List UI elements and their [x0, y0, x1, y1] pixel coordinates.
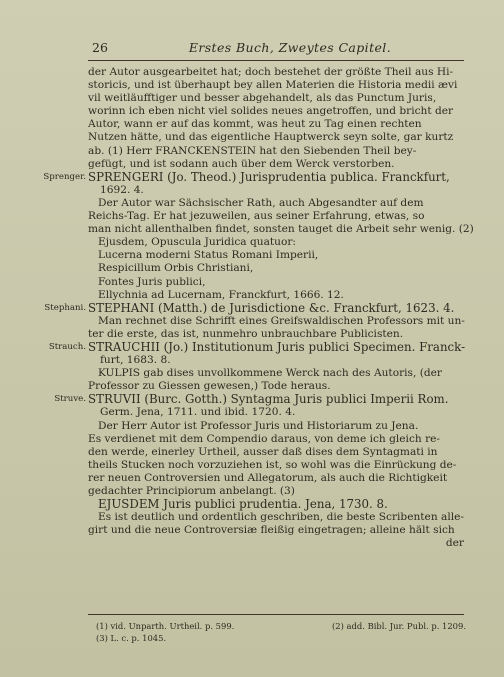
line-text: 1692. 4.	[100, 183, 144, 196]
text-line	[88, 210, 464, 223]
footnote-rule	[88, 614, 464, 615]
margin-note: Sprenger.	[43, 171, 86, 182]
running-head	[92, 40, 462, 55]
line-text: Der Autor war Sächsischer Rath, auch Abgesandter auf dem	[98, 196, 424, 209]
line-text: SPRENGERI (Jo. Theod.) Jurisprudentia publica. Franckfurt,	[88, 169, 450, 184]
text-line	[44, 300, 464, 315]
line-text: rer neuen Controversien und Allegatorum, als auch die Richtigkeit	[88, 471, 448, 484]
text-line	[88, 537, 464, 550]
text-line	[88, 367, 464, 380]
text-line	[88, 315, 464, 328]
footnote-1: (1) vid. Unparth. Urtheil. p. 599.	[96, 621, 235, 631]
text-line	[88, 262, 464, 275]
line-text: Es verdienet mit dem Compendio daraus, von deme ich gleich re-	[88, 432, 440, 445]
line-text: worinn ich eben nicht viel solides neues angetroffen, und bricht der	[88, 105, 454, 118]
text-line	[88, 498, 464, 511]
line-text: vil weitläufftiger und besser abgehandelt, als das Punctum Juris,	[88, 92, 437, 105]
text-line	[88, 276, 464, 289]
line-text: Der Herr Autor ist Professor Juris und Historiarum zu Jena.	[98, 419, 419, 432]
text-line	[88, 433, 464, 446]
page-number: 26	[92, 40, 108, 55]
text-line	[43, 169, 464, 184]
line-text: Respicillum Orbis Christiani,	[98, 262, 254, 275]
line-text: man nicht allenthalben findet, sonsten tauget die Arbeit sehr wenig. (2)	[88, 223, 474, 236]
line-text: STEPHANI (Matth.) de Jurisdictione &c. Franckfurt, 1623. 4.	[88, 300, 455, 315]
text-line	[88, 472, 464, 485]
footnotes	[96, 620, 466, 644]
footnote-2: (2) add. Bibl. Jur. Publ. p. 1209.	[332, 621, 466, 631]
line-text: Autor, wann er auf das kommt, was heut zu Tag einen rechten	[88, 118, 422, 131]
text-line	[88, 223, 474, 236]
text-line	[88, 524, 464, 537]
text-line	[88, 236, 464, 249]
line-text: der	[445, 537, 464, 550]
margin-note: Strauch.	[48, 341, 86, 352]
line-text: furt, 1683. 8.	[100, 354, 171, 367]
text-line	[88, 249, 464, 262]
text-line	[88, 92, 464, 105]
text-line	[48, 339, 466, 354]
line-text: Ejusdem, Opuscula Juridica quatuor:	[98, 236, 296, 249]
line-text: Reichs-Tag. Er hat jezuweilen, aus seiner Erfahrung, etwas, so	[88, 210, 425, 223]
text-line	[88, 118, 464, 131]
margin-note: Struve.	[54, 394, 86, 405]
text-line	[88, 459, 464, 472]
line-text: KULPIS gab dises unvollkommene Werck nach des Autoris, (der	[98, 367, 442, 380]
text-line	[88, 66, 464, 79]
text-line	[54, 392, 464, 407]
text-line	[88, 105, 464, 118]
line-text: Man rechnet dise Schrifft eines Greifswaldischen Professors mit un-	[98, 314, 465, 327]
margin-note: Stephani.	[44, 302, 86, 313]
footnote-3: (3) L. c. p. 1045.	[96, 633, 167, 643]
line-text: theils Stucken noch vorzuziehen ist, so wohl was die Einrückung de-	[88, 458, 457, 471]
line-text: storicis, und ist überhaupt bey allen Materien die Historia medii ævi	[88, 79, 458, 92]
text-line	[88, 197, 464, 210]
running-title: Erstes Buch, Zweytes Capitel.	[188, 40, 392, 55]
line-text: ab. (1) Herr FRANCKENSTEIN hat den Siebenden Theil bey-	[88, 144, 417, 157]
line-text: STRUVII (Burc. Gotth.) Syntagma Juris publici Imperii Rom.	[88, 392, 449, 407]
line-text: Nutzen hätte, und das eigentliche Hauptwerck seyn solte, gar kurtz	[88, 131, 454, 144]
text-body	[43, 66, 474, 550]
line-text: STRAUCHII (Jo.) Institutionum Juris publici Specimen. Franck-	[88, 339, 466, 354]
text-line	[88, 420, 464, 433]
line-text: Fontes Juris publici,	[98, 275, 206, 288]
text-line	[88, 406, 464, 419]
line-text: Germ. Jena, 1711. und ibid. 1720. 4.	[100, 406, 296, 419]
header-rule	[88, 60, 464, 61]
line-text: ter die erste, das ist, nunmehro unbrauchbare Publicisten.	[88, 327, 404, 340]
line-text: den werde, einerley Urtheil, ausser daß dises dem Syntagmati in	[88, 445, 438, 458]
line-text: EJUSDEM Juris publici prudentia. Jena, 1730. 8.	[98, 497, 388, 512]
line-text: gefügt, und ist sodann auch über dem Werck verstorben.	[88, 157, 395, 170]
line-text: Lucerna moderni Status Romani Imperii,	[98, 249, 319, 262]
text-line	[88, 79, 464, 92]
text-line	[88, 145, 464, 158]
line-text: gedachter Principiorum anbelangt. (3)	[88, 485, 295, 497]
line-text: girt und die neue Controversiæ fleißig eingetragen; alleine hält sich	[88, 524, 455, 537]
line-text: Professor zu Giessen gewesen,) Tode heraus.	[88, 380, 331, 393]
text-line	[88, 184, 464, 197]
text-line	[88, 354, 464, 367]
line-text: Es ist deutlich und ordentlich geschriben, die beste Scribenten alle-	[98, 511, 464, 524]
text-line	[88, 446, 464, 459]
line-text: der Autor ausgearbeitet hat; doch bestehet der größte Theil aus Hi-	[88, 66, 454, 78]
text-line	[88, 511, 464, 524]
text-line	[88, 131, 464, 144]
line-text: Ellychnia ad Lucernam, Franckfurt, 1666. 12.	[98, 288, 344, 301]
